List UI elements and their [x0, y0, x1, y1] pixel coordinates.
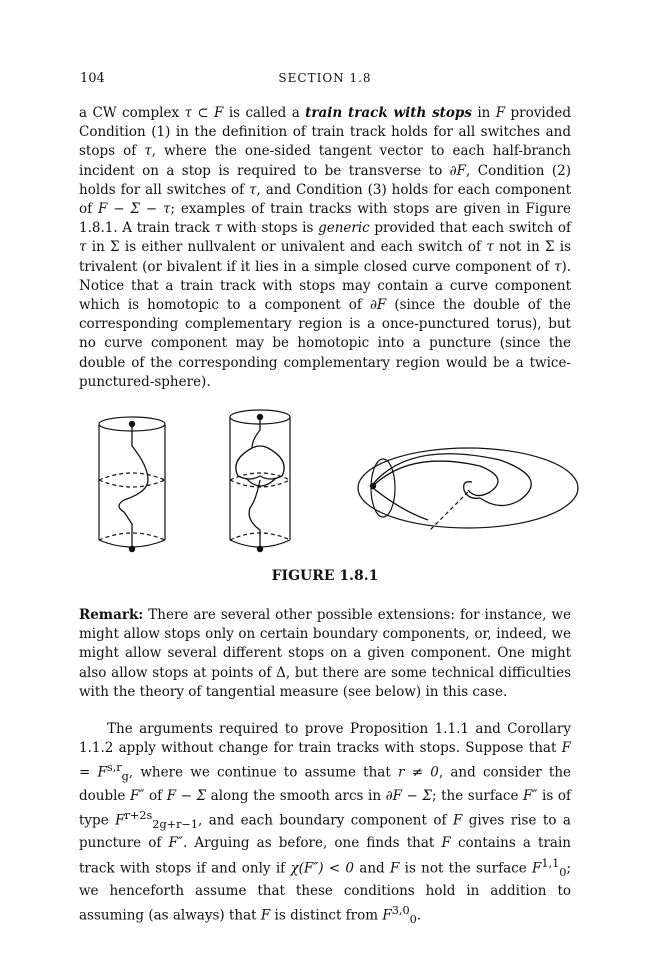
cylinder-left	[99, 417, 165, 552]
defined-term-generic: generic	[318, 220, 370, 237]
figure-caption: FIGURE 1.8.1	[271, 568, 379, 584]
paragraph-arguments: The arguments required to prove Proposition 1.1.1 and Corollary 1.1.2 apply without change for train tracks with stops. Suppose that F = F$^{s,r}_g$, where we continue to assume that r ≠ 0, and consider the double F″ of F − Σ along the smooth arcs in ∂F − Σ; the surface F″ is of type $F^{r+2s}_{2g+r-1}$, and each boundary component of F gives rise to a puncture of F″. Arguing as before, one finds that F contains a train track with stops if and only if χ(F″) < 0 and F is not the surface F$^{1,1}_0$; we henceforth assume that these conditions hold in addition to assuming (as always) that F is distinct from F$^{3,0}_0$.	[79, 721, 572, 927]
remark-label: Remark:	[79, 607, 144, 623]
defined-term: train track with stops	[305, 105, 472, 121]
figure-train-tracks	[80, 400, 580, 565]
section-header: SECTION 1.8	[278, 71, 372, 85]
annulus-right	[358, 448, 578, 530]
paragraph-train-track-definition: a CW complex τ ⊂ F is called a train track with stops in F provided Condition (1) in the definition of train track holds for all switches and stops of τ, where the one-sided tangent vector to each half-branch incident on a stop is required to be transverse to ∂F, Condition (2) holds for all switches of τ, and Condition (3) holds for each component of F − Σ − τ; examples of train tracks with stops are given in Figure 1.8.1. A train track τ with stops is generic provided that each switch of τ in Σ is either nullvalent or univalent and each switch of τ not in Σ is trivalent (or bivalent if it lies in a simple closed curve component of τ). Notice that a train track with stops may contain a curve component which is homotopic to a component of ∂F (since the double of the corresponding complementary region is a once-punctured torus), but no curve component may be homotopic into a puncture (since the double of the corresponding complementary region would be a twice-punctured-sphere).	[79, 105, 571, 390]
cylinder-middle	[230, 410, 290, 552]
paragraph-remark: Remark: There are several other possible extensions: for instance, we might allow stops only on certain boundary components, or, indeed, we might allow several different stops on a given component. One might also allow stops at points of Δ, but there are some technical difficulties with the theory of tangential measure (see below) in this case.	[79, 607, 571, 700]
page-number: 104	[80, 71, 105, 86]
